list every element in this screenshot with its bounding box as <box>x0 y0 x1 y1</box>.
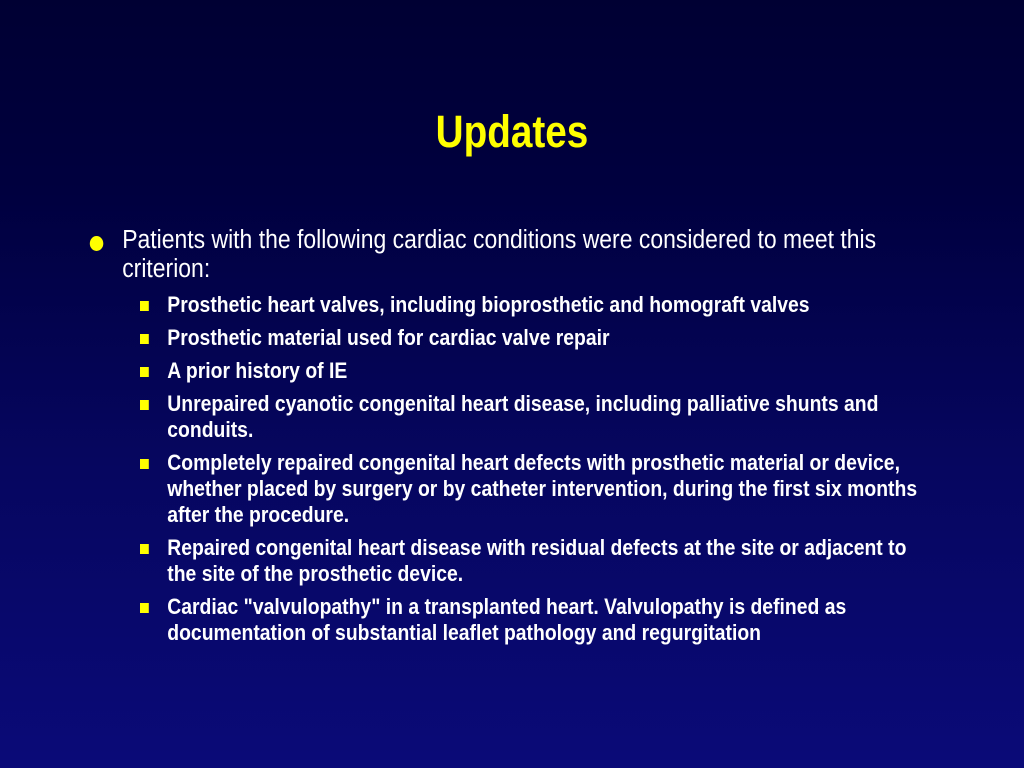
main-bullet-text: Patients with the following cardiac conditions were considered to meet this criterion: <box>122 226 877 283</box>
sub-bullet-text: Prosthetic heart valves, including bioprosthetic and homograft valves <box>167 292 810 317</box>
main-bullet-point <box>88 226 932 284</box>
square-bullet-icon <box>140 400 149 410</box>
sub-bullet-text: Repaired congenital heart disease with residual defects at the site or adjacent to the site of the prosthetic device. <box>167 535 907 586</box>
square-bullet-icon <box>140 603 149 613</box>
sub-bullet-item <box>140 535 933 587</box>
square-bullet-icon <box>140 301 149 311</box>
sub-bullet-text: Cardiac "valvulopathy" in a transplanted heart. Valvulopathy is defined as documentation of substantial leaflet pathology and regurgitation <box>167 594 847 645</box>
square-bullet-icon <box>140 459 149 469</box>
square-bullet-icon <box>140 367 149 377</box>
sub-bullet-text: Prosthetic material used for cardiac valve repair <box>167 325 610 350</box>
slide-title: Updates <box>435 106 589 157</box>
sub-bullet-item <box>140 594 933 646</box>
sub-bullet-text: Completely repaired congenital heart defects with prosthetic material or device, whether placed by surgery or by catheter intervention, during the first six months after the procedure. <box>167 450 918 527</box>
sub-bullet-text: Unrepaired cyanotic congenital heart disease, including palliative shunts and conduits. <box>167 391 879 442</box>
sub-bullet-item <box>140 292 933 318</box>
slide-content <box>88 226 948 662</box>
sub-bullet-item <box>140 325 933 351</box>
sub-bullet-list <box>140 292 948 646</box>
round-bullet-icon <box>90 236 104 251</box>
square-bullet-icon <box>140 544 149 554</box>
square-bullet-icon <box>140 334 149 344</box>
sub-bullet-item <box>140 391 933 443</box>
sub-bullet-item <box>140 450 933 528</box>
sub-bullet-text: A prior history of IE <box>167 358 348 383</box>
sub-bullet-item <box>140 358 933 384</box>
